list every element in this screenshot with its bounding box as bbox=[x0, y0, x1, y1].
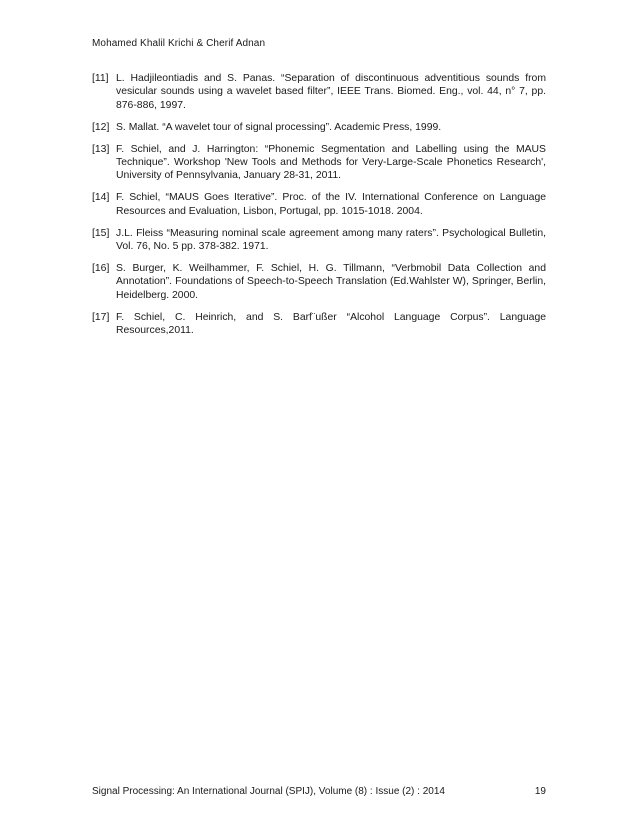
reference-item bbox=[92, 191, 546, 218]
reference-item bbox=[92, 262, 546, 302]
reference-text: J.L. Fleiss “Measuring nominal scale agreement among many raters”. Psychological Bulletin, Vol. 76, No. 5 pp. 378-382. 1971. bbox=[116, 227, 546, 253]
reference-list bbox=[92, 72, 546, 346]
running-header-authors: Mohamed Khalil Krichi & Cherif Adnan bbox=[92, 38, 266, 49]
reference-number: [15] bbox=[92, 227, 110, 239]
reference-item bbox=[92, 227, 546, 254]
reference-text: S. Burger, K. Weilhammer, F. Schiel, H. G. Tillmann, “Verbmobil Data Collection and Annotation”. Foundations of Speech-to-Speech Translation (Ed.Wahlster W), Springer, Berlin, Heidelberg. 2000. bbox=[116, 262, 546, 301]
reference-number: [13] bbox=[92, 143, 110, 155]
reference-number: [11] bbox=[92, 73, 109, 84]
reference-text: F. Schiel, C. Heinrich, and S. Barf¨ußer “Alcohol Language Corpus”. Language Resources,2011. bbox=[116, 311, 546, 337]
reference-number: [16] bbox=[92, 262, 110, 274]
reference-item bbox=[92, 143, 546, 183]
reference-number: [12] bbox=[92, 121, 110, 133]
page-footer bbox=[92, 786, 546, 797]
reference-number: [17] bbox=[92, 311, 110, 323]
reference-text: F. Schiel, and J. Harrington: “Phonemic Segmentation and Labelling using the MAUS Technique”. Workshop 'New Tools and Methods for Very-Large-Scale Phonetics Research', University of Pennsylvania, January 28-31, 2011. bbox=[116, 143, 546, 182]
reference-item bbox=[92, 72, 546, 112]
page-number: 19 bbox=[534, 786, 546, 797]
reference-item bbox=[92, 121, 546, 134]
reference-text: L. Hadjileontiadis and S. Panas. “Separation of discontinuous adventitious sounds from vesicular sounds using a wavelet based filter”, IEEE Trans. Biomed. Eng., vol. 44, n° 7, pp. 876-886, 1997. bbox=[116, 73, 546, 111]
footer-journal-citation: Signal Processing: An International Journal (SPIJ), Volume (8) : Issue (2) : 2014 bbox=[92, 786, 445, 797]
reference-text: F. Schiel, “MAUS Goes Iterative”. Proc. of the IV. International Conference on Language Resources and Evaluation, Lisbon, Portugal, pp. 1015-1018. 2004. bbox=[116, 192, 546, 217]
reference-item bbox=[92, 311, 546, 338]
reference-number: [14] bbox=[92, 192, 110, 204]
reference-text: S. Mallat. “A wavelet tour of signal processing”. Academic Press, 1999. bbox=[116, 121, 442, 133]
